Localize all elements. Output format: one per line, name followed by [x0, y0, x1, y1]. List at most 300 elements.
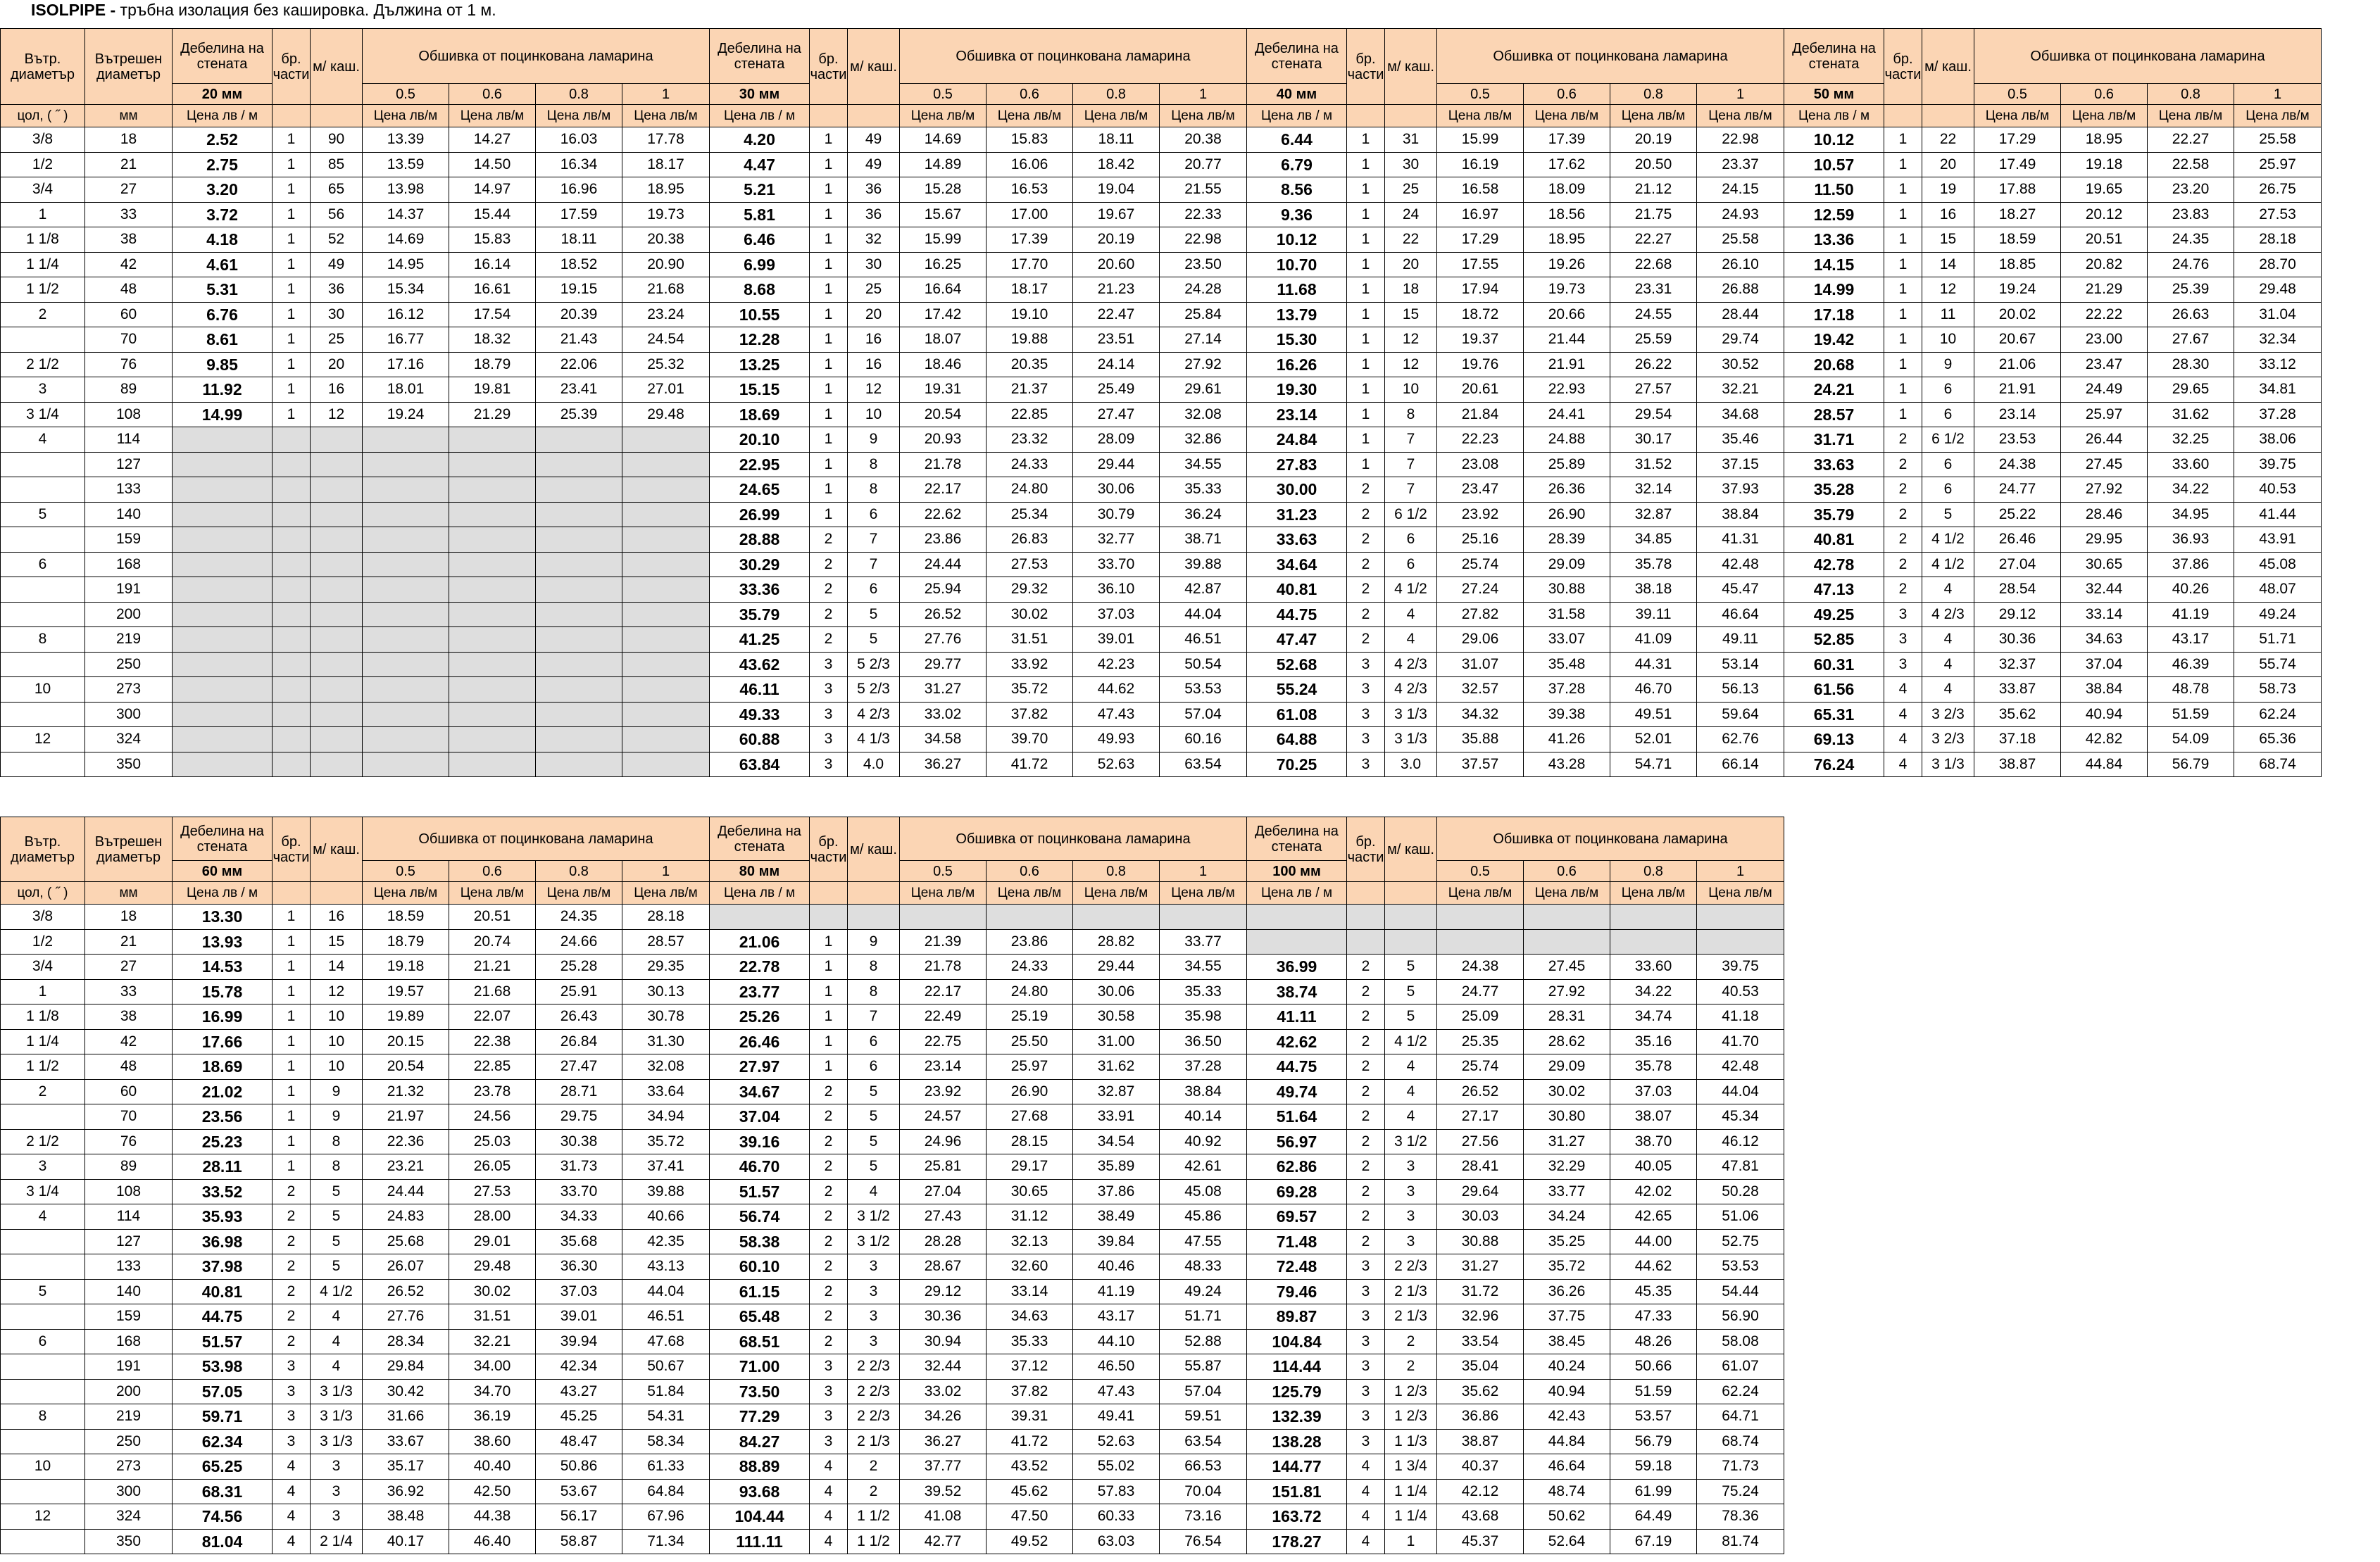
cladding-price-cell: 30.03	[1437, 1204, 1524, 1230]
price-unit-label: Цена лв/м	[1524, 105, 1610, 127]
inner-diameter-cell: 33	[85, 979, 173, 1004]
cladding-price-cell: 22.62	[900, 502, 987, 527]
m-per-box-cell: 4	[1385, 1104, 1437, 1130]
price-cell: 61.08	[1247, 702, 1347, 727]
cladding-price-cell: 34.95	[2148, 502, 2234, 527]
price-cell: 52.68	[1247, 652, 1347, 677]
cladding-price-cell: 24.33	[987, 452, 1073, 477]
cladding-price-cell: 26.52	[363, 1279, 449, 1304]
sheet-thickness-label: 0.5	[363, 84, 449, 105]
price-cell: 44.75	[173, 1304, 273, 1330]
m-per-box-cell: 7	[848, 552, 900, 577]
empty-cell	[311, 677, 363, 703]
cladding-price-cell: 19.10	[987, 302, 1073, 327]
col-header-wall-thickness: Дебелина на стената	[173, 817, 273, 861]
cladding-price-cell: 18.72	[1437, 302, 1524, 327]
price-cell: 49.25	[1784, 602, 1884, 627]
cladding-price-cell: 50.66	[1610, 1354, 1697, 1380]
cladding-price-cell: 42.12	[1437, 1479, 1524, 1504]
cladding-price-cell: 31.73	[536, 1154, 622, 1180]
cladding-price-cell: 48.74	[1524, 1479, 1610, 1504]
parts-cell: 2	[1347, 602, 1385, 627]
cladding-price-cell: 34.33	[536, 1204, 622, 1230]
cladding-price-cell: 60.16	[1160, 727, 1247, 752]
price-cell: 178.27	[1247, 1529, 1347, 1554]
cladding-price-cell: 32.21	[449, 1329, 536, 1354]
cladding-price-cell: 32.86	[1160, 427, 1247, 453]
cladding-price-cell: 37.28	[1160, 1054, 1247, 1080]
inner-diameter-cell: 140	[85, 502, 173, 527]
empty-cell	[622, 677, 710, 703]
parts-cell: 1	[810, 152, 848, 177]
parts-cell: 1	[273, 979, 311, 1004]
cladding-price-cell: 17.29	[1974, 127, 2061, 153]
outer-diameter-cell: 3/4	[1, 955, 85, 980]
m-per-box-cell: 16	[848, 352, 900, 377]
table-row	[1, 1504, 1784, 1530]
m-per-box-cell: 3	[311, 1479, 363, 1504]
cladding-price-cell: 37.86	[2148, 552, 2234, 577]
price-cell: 38.74	[1247, 979, 1347, 1004]
cladding-price-cell: 58.73	[2234, 677, 2322, 703]
empty-unit-cell	[311, 882, 363, 905]
cladding-price-cell: 40.17	[363, 1529, 449, 1554]
parts-cell: 2	[1347, 1029, 1385, 1054]
parts-cell: 3	[810, 1379, 848, 1404]
cladding-price-cell: 29.48	[622, 402, 710, 427]
outer-diameter-cell: 5	[1, 1279, 85, 1304]
cladding-price-cell: 36.93	[2148, 527, 2234, 553]
parts-cell: 3	[1884, 602, 1922, 627]
empty-cell	[173, 702, 273, 727]
m-per-box-cell: 12	[311, 979, 363, 1004]
parts-cell: 1	[1347, 277, 1385, 303]
price-cell: 13.36	[1784, 227, 1884, 253]
price-cell: 46.70	[710, 1154, 810, 1180]
price-cell: 132.39	[1247, 1404, 1347, 1430]
sheet-thickness-label: 0.8	[536, 84, 622, 105]
cladding-price-cell: 26.52	[1437, 1079, 1524, 1104]
price-cell: 53.98	[173, 1354, 273, 1380]
price-unit-label: Цена лв/м	[1437, 105, 1524, 127]
cladding-price-cell: 23.37	[1697, 152, 1784, 177]
m-per-box-cell: 12	[1385, 327, 1437, 353]
cladding-price-cell: 17.62	[1524, 152, 1610, 177]
cladding-price-cell: 30.65	[2061, 552, 2148, 577]
inner-diameter-cell: 273	[85, 1454, 173, 1480]
cladding-price-cell: 38.84	[2061, 677, 2148, 703]
cladding-price-cell: 40.46	[1073, 1254, 1160, 1280]
cladding-price-cell: 46.70	[1610, 677, 1697, 703]
table-row	[1, 352, 2322, 377]
parts-cell: 2	[1347, 627, 1385, 653]
parts-cell: 1	[1884, 327, 1922, 353]
cladding-price-cell: 24.55	[1610, 302, 1697, 327]
cladding-price-cell: 49.52	[987, 1529, 1073, 1554]
col-header-inner-diameter: Вътрешен диаметър	[85, 817, 173, 882]
cladding-price-cell: 31.62	[1073, 1054, 1160, 1080]
m-per-box-cell: 15	[1922, 227, 1974, 253]
cladding-price-cell: 31.51	[987, 627, 1073, 653]
cladding-price-cell: 30.38	[536, 1129, 622, 1154]
cladding-price-cell: 18.79	[449, 352, 536, 377]
price-cell: 6.44	[1247, 127, 1347, 153]
empty-cell	[363, 502, 449, 527]
parts-cell: 1	[1884, 177, 1922, 203]
parts-cell: 2	[1884, 552, 1922, 577]
inner-diameter-cell: 60	[85, 1079, 173, 1104]
parts-cell: 2	[1884, 577, 1922, 603]
price-unit-label: Цена лв/м	[536, 105, 622, 127]
price-cell: 6.46	[710, 227, 810, 253]
sheet-thickness-label: 0.6	[1524, 861, 1610, 882]
price-unit-label: Цена лв/м	[900, 105, 987, 127]
cladding-price-cell: 26.90	[1524, 502, 1610, 527]
outer-diameter-cell: 2	[1, 302, 85, 327]
cladding-price-cell: 26.83	[987, 527, 1073, 553]
price-cell: 76.24	[1784, 752, 1884, 777]
cladding-price-cell: 40.24	[1524, 1354, 1610, 1380]
parts-cell: 2	[810, 1329, 848, 1354]
cladding-price-cell: 24.88	[1524, 427, 1610, 453]
cladding-price-cell: 27.17	[1437, 1104, 1524, 1130]
empty-cell	[536, 677, 622, 703]
m-per-box-cell: 22	[1385, 227, 1437, 253]
cladding-price-cell: 25.19	[987, 1004, 1073, 1030]
parts-cell: 1	[273, 1004, 311, 1030]
sheet-thickness-label: 0.6	[449, 84, 536, 105]
parts-cell: 1	[810, 929, 848, 955]
parts-cell: 2	[1884, 452, 1922, 477]
price-cell: 37.98	[173, 1254, 273, 1280]
cladding-price-cell: 29.54	[1610, 402, 1697, 427]
empty-cell	[536, 502, 622, 527]
cladding-price-cell: 14.97	[449, 177, 536, 203]
cladding-price-cell: 58.87	[536, 1529, 622, 1554]
price-cell: 19.42	[1784, 327, 1884, 353]
cladding-price-cell: 53.67	[536, 1479, 622, 1504]
price-cell: 30.00	[1247, 477, 1347, 503]
parts-cell: 2	[1347, 979, 1385, 1004]
cladding-price-cell: 29.75	[536, 1104, 622, 1130]
parts-cell: 1	[1884, 277, 1922, 303]
price-cell: 12.59	[1784, 202, 1884, 227]
cladding-price-cell: 38.06	[2234, 427, 2322, 453]
parts-cell: 3	[810, 752, 848, 777]
cladding-price-cell: 44.38	[449, 1504, 536, 1530]
price-cell: 69.57	[1247, 1204, 1347, 1230]
cladding-price-cell: 28.71	[536, 1079, 622, 1104]
cladding-price-cell: 18.46	[900, 352, 987, 377]
empty-cell	[173, 577, 273, 603]
price-cell: 51.57	[710, 1179, 810, 1204]
empty-cell	[1610, 905, 1697, 930]
empty-cell	[536, 627, 622, 653]
m-per-box-cell: 1 1/2	[848, 1529, 900, 1554]
cladding-price-cell: 19.26	[1524, 252, 1610, 277]
cladding-price-cell: 42.48	[1697, 1054, 1784, 1080]
parts-cell: 1	[1347, 252, 1385, 277]
price-cell: 28.88	[710, 527, 810, 553]
price-cell: 20.10	[710, 427, 810, 453]
cladding-price-cell: 16.97	[1437, 202, 1524, 227]
cladding-price-cell: 17.42	[900, 302, 987, 327]
cladding-price-cell: 16.61	[449, 277, 536, 303]
cladding-price-cell: 32.21	[1697, 377, 1784, 403]
cladding-price-cell: 29.77	[900, 652, 987, 677]
cladding-price-cell: 32.96	[1437, 1304, 1524, 1330]
cladding-price-cell: 44.62	[1610, 1254, 1697, 1280]
price-cell: 60.88	[710, 727, 810, 752]
table-row	[1, 1354, 1784, 1380]
price-unit-label: Цена лв/м	[1073, 882, 1160, 905]
sheet-thickness-label: 1	[1160, 84, 1247, 105]
cladding-price-cell: 29.44	[1073, 955, 1160, 980]
cladding-price-cell: 15.99	[1437, 127, 1524, 153]
parts-cell: 3	[1347, 1304, 1385, 1330]
m-per-box-cell: 3 1/2	[1385, 1129, 1437, 1154]
cladding-price-cell: 31.27	[1437, 1254, 1524, 1280]
col-header-parts: бр. части	[273, 29, 311, 105]
empty-cell	[173, 502, 273, 527]
cladding-price-cell: 26.46	[1974, 527, 2061, 553]
price-cell: 28.57	[1784, 402, 1884, 427]
parts-cell: 1	[1884, 252, 1922, 277]
cladding-price-cell: 71.73	[1697, 1454, 1784, 1480]
m-per-box-cell: 2	[1385, 1354, 1437, 1380]
inner-diameter-cell: 27	[85, 177, 173, 203]
cladding-price-cell: 24.93	[1697, 202, 1784, 227]
cladding-price-cell: 62.76	[1697, 727, 1784, 752]
cladding-price-cell: 37.41	[622, 1154, 710, 1180]
parts-cell: 1	[1347, 202, 1385, 227]
table-row	[1, 1304, 1784, 1330]
parts-cell: 3	[1347, 702, 1385, 727]
cladding-price-cell: 21.91	[1974, 377, 2061, 403]
inner-diameter-cell: 70	[85, 1104, 173, 1130]
cladding-price-cell: 42.77	[900, 1529, 987, 1554]
outer-diameter-cell: 3/8	[1, 127, 85, 153]
inner-diameter-cell: 300	[85, 1479, 173, 1504]
price-cell: 22.78	[710, 955, 810, 980]
cladding-price-cell: 39.75	[2234, 452, 2322, 477]
cladding-price-cell: 22.75	[900, 1029, 987, 1054]
table-row	[1, 327, 2322, 353]
parts-cell: 4	[1347, 1454, 1385, 1480]
cladding-price-cell: 21.78	[900, 452, 987, 477]
cladding-price-cell: 34.55	[1160, 955, 1247, 980]
cladding-price-cell: 36.30	[536, 1254, 622, 1280]
parts-cell: 1	[273, 227, 311, 253]
price-cell: 52.85	[1784, 627, 1884, 653]
cladding-price-cell: 22.85	[449, 1054, 536, 1080]
outer-diameter-cell: 2 1/2	[1, 352, 85, 377]
cladding-price-cell: 30.17	[1610, 427, 1697, 453]
parts-cell: 4	[1884, 752, 1922, 777]
table-row	[1, 602, 2322, 627]
parts-cell: 3	[273, 1379, 311, 1404]
table-row	[1, 1454, 1784, 1480]
empty-cell	[449, 477, 536, 503]
empty-cell	[810, 905, 848, 930]
outer-diameter-cell: 1/2	[1, 152, 85, 177]
outer-diameter-cell: 4	[1, 427, 85, 453]
cladding-price-cell: 17.54	[449, 302, 536, 327]
parts-cell: 1	[1884, 202, 1922, 227]
m-per-box-cell: 1 2/3	[1385, 1404, 1437, 1430]
cladding-price-cell: 24.41	[1524, 402, 1610, 427]
cladding-price-cell: 38.84	[1697, 502, 1784, 527]
m-per-box-cell: 10	[1385, 377, 1437, 403]
cladding-price-cell: 19.37	[1437, 327, 1524, 353]
cladding-price-cell: 31.00	[1073, 1029, 1160, 1054]
m-per-box-cell: 8	[311, 1154, 363, 1180]
m-per-box-cell: 4	[1922, 652, 1974, 677]
cladding-price-cell: 39.01	[1073, 627, 1160, 653]
col-header-outer-diameter: Вътр. диаметър	[1, 29, 85, 105]
m-per-box-cell: 1 2/3	[1385, 1379, 1437, 1404]
table-row	[1, 1529, 1784, 1554]
cladding-price-cell: 56.79	[2148, 752, 2234, 777]
inner-diameter-cell: 108	[85, 1179, 173, 1204]
cladding-price-cell: 19.65	[2061, 177, 2148, 203]
price-unit-label: Цена лв/м	[363, 105, 449, 127]
cladding-price-cell: 18.95	[2061, 127, 2148, 153]
cladding-price-cell: 37.82	[987, 1379, 1073, 1404]
parts-cell: 1	[810, 502, 848, 527]
cladding-price-cell: 37.03	[536, 1279, 622, 1304]
cladding-price-cell: 52.63	[1073, 1429, 1160, 1454]
parts-cell: 1	[273, 327, 311, 353]
cladding-price-cell: 30.36	[1974, 627, 2061, 653]
cladding-price-cell: 18.95	[1524, 227, 1610, 253]
price-cell: 64.88	[1247, 727, 1347, 752]
m-per-box-cell: 4 1/2	[1385, 577, 1437, 603]
m-per-box-cell: 25	[1385, 177, 1437, 203]
parts-cell: 2	[810, 1254, 848, 1280]
outer-diameter-cell: 1 1/8	[1, 227, 85, 253]
cladding-price-cell: 41.19	[1073, 1279, 1160, 1304]
cladding-price-cell: 17.55	[1437, 252, 1524, 277]
empty-cell	[622, 452, 710, 477]
price-cell: 16.26	[1247, 352, 1347, 377]
parts-cell: 4	[273, 1504, 311, 1530]
cladding-price-cell: 18.27	[1974, 202, 2061, 227]
inner-diameter-cell: 250	[85, 1429, 173, 1454]
parts-cell: 2	[273, 1179, 311, 1204]
cladding-price-cell: 42.65	[1610, 1204, 1697, 1230]
inner-diameter-cell: 159	[85, 527, 173, 553]
m-per-box-cell: 2 1/3	[848, 1429, 900, 1454]
cladding-price-cell: 26.36	[1524, 477, 1610, 503]
empty-cell	[173, 527, 273, 553]
col-header-wall-thickness: Дебелина на стената	[1247, 817, 1347, 861]
price-cell: 36.98	[173, 1229, 273, 1254]
parts-cell: 2	[810, 552, 848, 577]
parts-cell: 1	[1884, 127, 1922, 153]
empty-cell	[363, 452, 449, 477]
cladding-price-cell: 35.33	[987, 1329, 1073, 1354]
sheet-thickness-label: 0.8	[536, 861, 622, 882]
cladding-price-cell: 25.35	[1437, 1029, 1524, 1054]
cladding-price-cell: 27.53	[2234, 202, 2322, 227]
cladding-price-cell: 25.16	[1437, 527, 1524, 553]
cladding-price-cell: 24.56	[449, 1104, 536, 1130]
m-per-box-cell: 3	[1385, 1229, 1437, 1254]
outer-diameter-cell	[1, 1354, 85, 1380]
empty-cell	[273, 677, 311, 703]
price-unit-label: Цена лв/м	[1974, 105, 2061, 127]
cladding-price-cell: 19.24	[363, 402, 449, 427]
m-per-box-cell: 2 2/3	[848, 1404, 900, 1430]
cladding-price-cell: 65.36	[2234, 727, 2322, 752]
cladding-price-cell: 16.64	[900, 277, 987, 303]
cladding-price-cell: 16.34	[536, 152, 622, 177]
cladding-price-cell: 23.92	[1437, 502, 1524, 527]
inner-diameter-cell: 300	[85, 702, 173, 727]
price-cell: 35.79	[710, 602, 810, 627]
cladding-price-cell: 37.04	[2061, 652, 2148, 677]
cladding-price-cell: 20.51	[449, 905, 536, 930]
m-per-box-cell: 10	[1922, 327, 1974, 353]
outer-diameter-cell: 3/4	[1, 177, 85, 203]
empty-cell	[1610, 929, 1697, 955]
price-unit-label: Цена лв/м	[449, 105, 536, 127]
inner-diameter-cell: 250	[85, 652, 173, 677]
cladding-price-cell: 41.70	[1697, 1029, 1784, 1054]
empty-cell	[311, 502, 363, 527]
m-per-box-cell: 16	[311, 377, 363, 403]
cladding-price-cell: 37.12	[987, 1354, 1073, 1380]
price-cell: 14.99	[173, 402, 273, 427]
cladding-price-cell: 23.32	[987, 427, 1073, 453]
price-cell: 16.99	[173, 1004, 273, 1030]
col-header-m-per-box: м/ каш.	[1385, 817, 1437, 882]
price-cell: 55.24	[1247, 677, 1347, 703]
cladding-price-cell: 21.06	[1974, 352, 2061, 377]
cladding-price-cell: 33.12	[2234, 352, 2322, 377]
cladding-price-cell: 41.72	[987, 1429, 1073, 1454]
empty-cell	[536, 527, 622, 553]
m-per-box-cell: 52	[311, 227, 363, 253]
cladding-price-cell: 31.30	[622, 1029, 710, 1054]
cladding-price-cell: 63.03	[1073, 1529, 1160, 1554]
cladding-price-cell: 41.08	[900, 1504, 987, 1530]
parts-cell: 1	[810, 302, 848, 327]
cladding-price-cell: 28.18	[2234, 227, 2322, 253]
price-cell: 13.30	[173, 905, 273, 930]
thickness-label: 20 мм	[173, 84, 273, 105]
sheet-thickness-label: 0.6	[449, 861, 536, 882]
cladding-price-cell: 13.39	[363, 127, 449, 153]
cladding-price-cell: 33.91	[1073, 1104, 1160, 1130]
m-per-box-cell: 4	[1922, 577, 1974, 603]
cladding-price-cell: 31.58	[1524, 602, 1610, 627]
unit-mm-label: мм	[85, 882, 173, 905]
cladding-price-cell: 40.05	[1610, 1154, 1697, 1180]
table-row	[1, 152, 2322, 177]
empty-cell	[173, 652, 273, 677]
col-header-cladding: Обшивка от поцинкована ламарина	[900, 29, 1247, 84]
cladding-price-cell: 38.49	[1073, 1204, 1160, 1230]
cladding-price-cell: 20.39	[536, 302, 622, 327]
price-cell: 11.92	[173, 377, 273, 403]
cladding-price-cell: 30.79	[1073, 502, 1160, 527]
cladding-price-cell: 33.92	[987, 652, 1073, 677]
cladding-price-cell: 29.01	[449, 1229, 536, 1254]
parts-cell: 2	[1347, 1154, 1385, 1180]
col-header-parts: бр. части	[810, 817, 848, 882]
